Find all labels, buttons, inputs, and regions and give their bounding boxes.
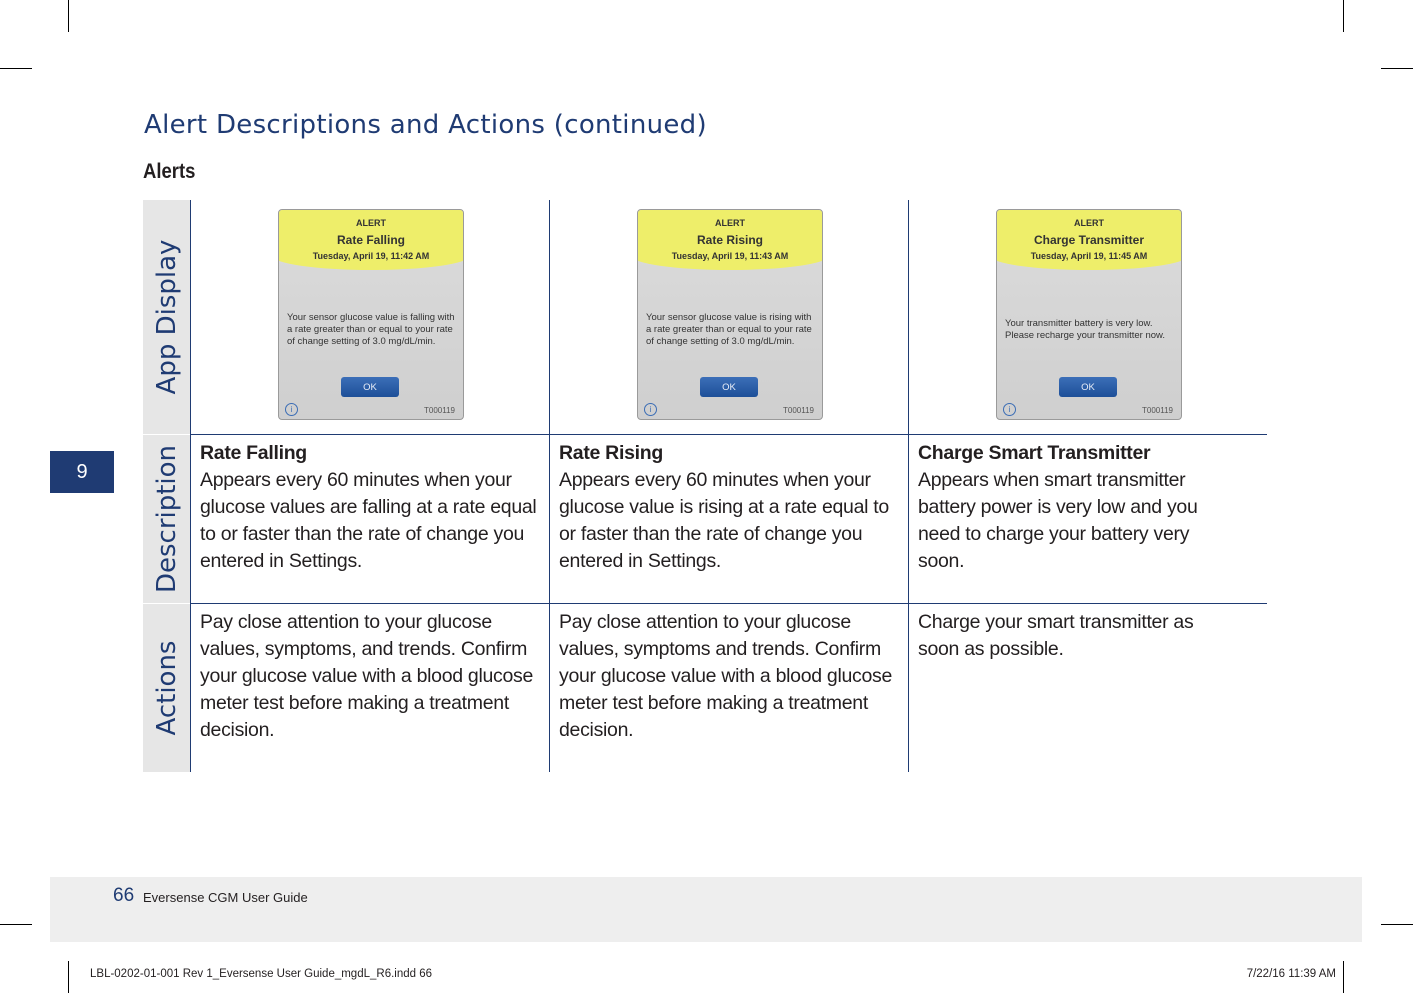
alert-screen-title: Charge Transmitter — [1033, 233, 1145, 247]
description-cell-charge-transmitter — [918, 440, 1238, 575]
guide-name: Eversense CGM User Guide — [143, 890, 308, 905]
alert-code: T000119 — [783, 406, 814, 415]
alert-screen-header — [996, 209, 1182, 270]
alert-label: ALERT — [1074, 218, 1104, 228]
alert-screen-date: Tuesday, April 19, 11:45 AM — [1030, 251, 1148, 261]
column-divider — [549, 200, 550, 772]
description-text: Appears when smart transmitter battery power is very low and you need to charge your battery very soon. — [918, 469, 1198, 572]
alert-screen-title: Rate Rising — [696, 233, 763, 247]
alert-screen-rate-rising — [637, 209, 823, 420]
action-cell-rate-falling — [200, 609, 543, 744]
description-cell-rate-falling — [200, 440, 543, 575]
crop-mark — [1381, 924, 1413, 925]
row-divider — [190, 603, 1267, 604]
alert-label: ALERT — [356, 218, 386, 228]
row-label-description-text: Description — [151, 444, 182, 594]
ok-button[interactable]: OK — [1059, 377, 1117, 397]
alert-screen-title: Rate Falling — [336, 233, 405, 247]
description-title: Charge Smart Transmitter — [918, 442, 1151, 464]
alert-screen-rate-falling — [278, 209, 464, 420]
row-label-description — [143, 435, 190, 603]
alert-screen-charge-transmitter — [996, 209, 1182, 420]
alert-screen-message: Your transmitter battery is very low. Please recharge your transmitter now. — [1005, 318, 1165, 341]
chapter-tab: 9 — [50, 451, 114, 493]
description-title: Rate Falling — [200, 442, 307, 464]
page-number: 66 — [113, 885, 135, 906]
alert-screen-message: Your sensor glucose value is rising with a rate greater than or equal to your rate of change setting of 3.0 mg/dL/min. — [646, 312, 812, 347]
description-text: Appears every 60 minutes when your glucose values are falling at a rate equal to or faster than the rate of change you entered in Settings. — [200, 469, 537, 572]
row-label-actions-text: Actions — [151, 640, 182, 736]
crop-mark — [0, 68, 32, 69]
description-title: Rate Rising — [559, 442, 663, 464]
row-divider — [190, 434, 1267, 435]
title-main: Alert Descriptions and Actions — [144, 110, 546, 140]
alert-screen-date: Tuesday, April 19, 11:42 AM — [312, 251, 430, 261]
alert-screen-header — [278, 209, 464, 270]
slug-file: LBL-0202-01-001 Rev 1_Eversense User Guide_mgdL_R6.indd 66 — [90, 968, 433, 980]
page-title — [144, 110, 707, 140]
action-cell-rate-rising — [559, 609, 902, 744]
crop-mark — [0, 924, 32, 925]
action-cell-charge-transmitter — [918, 609, 1238, 663]
action-text: Pay close attention to your glucose values, symptoms and trends. Confirm your glucose value with a blood glucose meter test before making a treatment decision. — [559, 611, 893, 741]
alerts-subheading: Alerts — [143, 160, 196, 183]
crop-mark — [1343, 961, 1344, 993]
row-label-app-display-text: App Display — [151, 239, 182, 395]
alert-code: T000119 — [1142, 406, 1173, 415]
slug-timestamp: 7/22/16 11:39 AM — [1246, 968, 1336, 980]
column-divider — [190, 200, 191, 772]
row-label-app-display — [143, 200, 190, 434]
crop-mark — [1343, 0, 1344, 32]
page-footer — [50, 877, 1362, 942]
column-divider — [908, 200, 909, 772]
action-text: Pay close attention to your glucose values, symptoms, and trends. Confirm your glucose value with a blood glucose meter test before making a treatment decision. — [200, 611, 534, 741]
info-icon[interactable]: i — [1003, 403, 1016, 416]
info-icon[interactable]: i — [285, 403, 298, 416]
description-cell-rate-rising — [559, 440, 902, 575]
ok-button[interactable]: OK — [700, 377, 758, 397]
alert-screen-date: Tuesday, April 19, 11:43 AM — [671, 251, 789, 261]
alert-screen-header — [637, 209, 823, 270]
ok-button[interactable]: OK — [341, 377, 399, 397]
title-suffix: (continued) — [553, 110, 707, 140]
description-text: Appears every 60 minutes when your glucose value is rising at a rate equal to or faster than the rate of change you entered in Settings. — [559, 469, 889, 572]
crop-mark — [68, 0, 69, 32]
alert-screen-message: Your sensor glucose value is falling with a rate greater than or equal to your rate of change setting of 3.0 mg/dL/min. — [287, 312, 455, 347]
crop-mark — [1381, 68, 1413, 69]
info-icon[interactable]: i — [644, 403, 657, 416]
row-label-actions — [143, 604, 190, 772]
alert-code: T000119 — [424, 406, 455, 415]
crop-mark — [68, 961, 69, 993]
alert-label: ALERT — [715, 218, 745, 228]
action-text: Charge your smart transmitter as soon as possible. — [918, 611, 1194, 660]
